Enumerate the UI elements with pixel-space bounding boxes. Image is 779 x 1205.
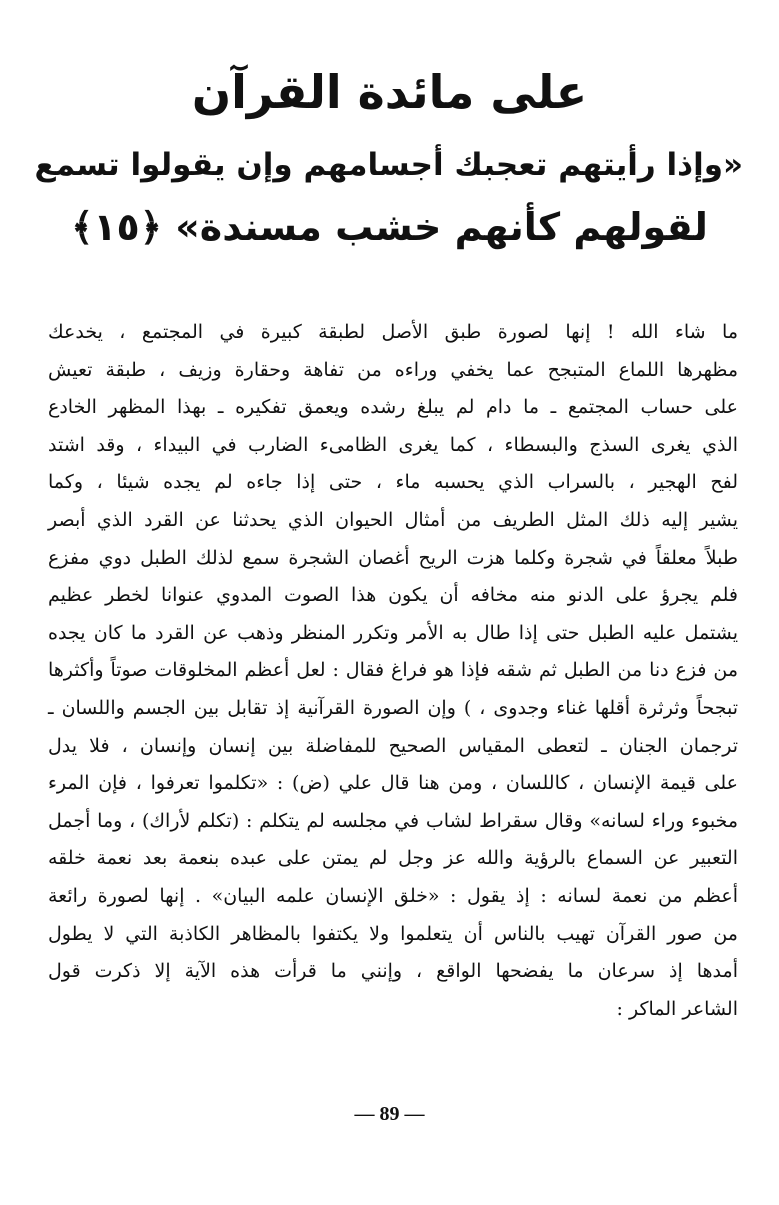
- text-line: التعبير عن السماع بالرؤية والله عز وجل لم يمتن على عبده بنعمة بعد نعمة خلقه: [48, 847, 738, 870]
- text-line: يشتمل عليه الطبل حتى إذا طال به الأمر وتكرر المنظر وذهب عن القرد ما كان يجده: [48, 621, 738, 644]
- text-line: على حساب المجتمع ـ ما دام لم يبلغ رشده ويعمق تفكيره ـ بهذا المظهر الخادع: [48, 396, 738, 419]
- body-paragraph: [48, 314, 738, 1028]
- text-line: الذي يغرى السذج والبسطاء ، كما يغرى الظامىء الضارب في البيداء ، وقد اشتد: [48, 433, 738, 456]
- text-line: لفح الهجير ، بالسراب الذي يحسبه ماء ، حتى إذا جاءه لم يجده شيئا ، وكما: [48, 471, 738, 494]
- text-line: أعظم من نعمة لسانه : إذ يقول : «خلق الإنسان علمه البيان» . إنها لصورة رائعة: [48, 884, 738, 907]
- text-line: مخبوء وراء لسانه» وقال سقراط لشاب في مجلسه لم يتكلم : (تكلم لأراك) ، وما أجمل: [48, 809, 738, 832]
- text-line: طبلاً معلقاً في شجرة وكلما هزت الريح أغصان الشجرة سمع لذلك الطبل دوي مفزع: [48, 546, 738, 569]
- text-line: الشاعر الماكر :: [616, 997, 738, 1020]
- text-line: على قيمة الإنسان ، كاللسان ، ومن هنا قال علي (ض) : «تكلموا تعرفوا ، فإن المرء: [48, 772, 738, 795]
- page-number: — 89 —: [354, 1103, 425, 1125]
- verse-line: «وإذا رأيتهم تعجبك أجسامهم وإن يقولوا تسمع: [34, 147, 743, 183]
- text-line: ما شاء الله ! إنها لصورة طبق الأصل لطبقة كبيرة في المجتمع ، يخدعك: [48, 321, 738, 343]
- heading-block: [30, 62, 749, 258]
- text-line: من صور القرآن تهيب بالناس أن يتعلموا ولا يكتفوا بالمظاهر الكاذبة التي لا يطول: [48, 922, 738, 945]
- text-line: يشير إليه ذلك المثل الطريف من أمثال الحيوان الذي يحدثنا عن القرد الذي أبصر: [48, 508, 738, 531]
- text-line: فلم يجرؤ على الدنو منه مخافه أن يكون هذا الصوت المدوي عنوانا لخطر عظيم: [48, 584, 738, 607]
- quranic-verse: [30, 134, 749, 258]
- text-line: تبجحاً وثرثرة أقلها غناء وجدوى ، ) وإن الصورة القرآنية إذ تقابل بين الجسم واللسان ـ: [48, 696, 738, 719]
- text-line: من فزع دنا من الطبل ثم شقه فإذا هو فراغ فقال : لعل أعظم المخلوقات صوتاً وأكثرها: [48, 659, 738, 682]
- text-line: ترجمان الجنان ـ لتعطى المقياس الصحيح للمفاضلة بين إنسان وإنسان ، فلا يدل: [48, 734, 738, 757]
- chapter-title: على مائدة القرآن: [191, 65, 588, 119]
- text-line: أمدها إذ سرعان ما يفضحها الواقع ، وإنني ما قرأت هذه الآية إلا ذكرت قول: [48, 960, 738, 983]
- verse-line: لقولهم كأنهم خشب مسندة» ﴿١٥﴾: [71, 205, 708, 249]
- text-line: مظهرها اللماع المتبجح عما يخفي وراءه من تفاهة وحقارة وزيف ، طبقة تعيش: [48, 358, 738, 381]
